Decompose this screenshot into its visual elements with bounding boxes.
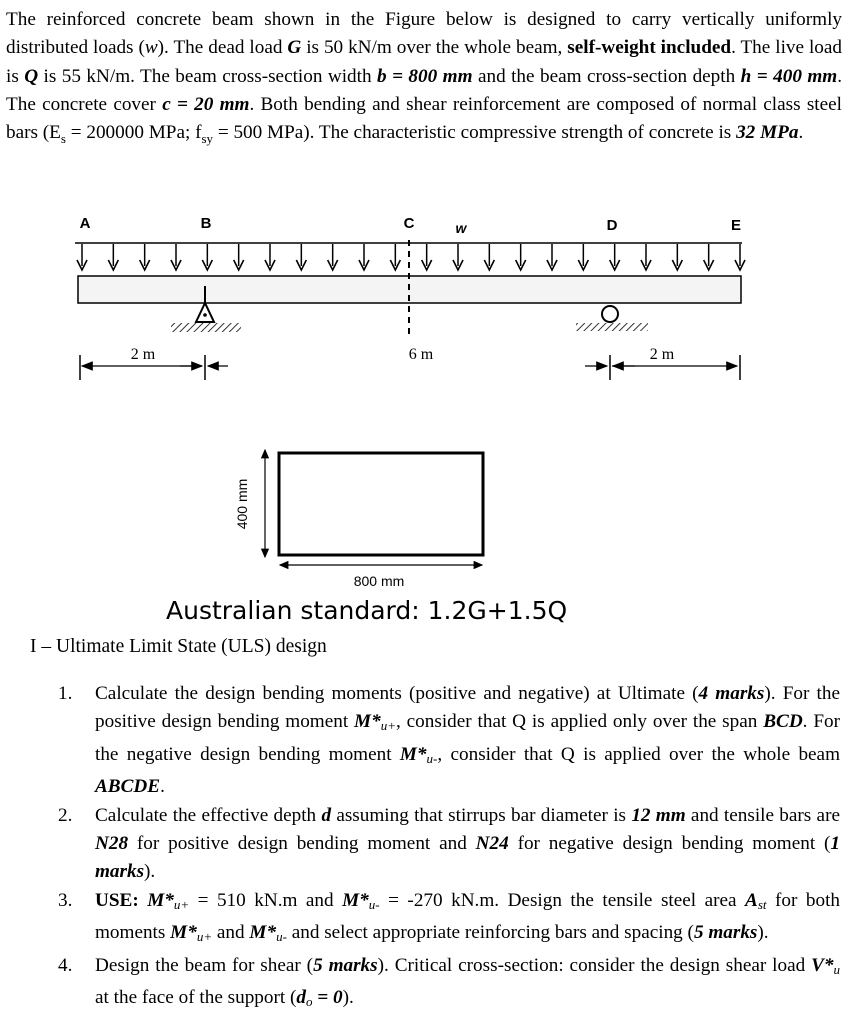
roller-support-d [576, 306, 648, 331]
question-text: = -270 kN.m. Design the tensile steel area [379, 889, 746, 911]
question-text: . For the negative design bending moment [95, 711, 840, 765]
point-label-e: E [730, 217, 742, 234]
question-text: = 510 kN.m and [189, 889, 343, 911]
subscript: u [833, 961, 840, 977]
distributed-load-arrows [77, 244, 745, 270]
shear-symbol: V* [811, 954, 834, 976]
steel-area-symbol: A [745, 889, 758, 911]
fsy-subscript: sy [201, 131, 214, 147]
point-label-b: B [200, 215, 212, 232]
question-text: at the face of the support ( [95, 987, 297, 1009]
question-text: Calculate the effective depth [95, 804, 322, 826]
span-bd-label: 6 m [408, 346, 434, 363]
question-3 [58, 887, 840, 952]
moment-symbol: M* [170, 922, 197, 944]
bar-n24: N24 [475, 833, 509, 855]
stirrup-diameter: 12 mm [631, 804, 686, 826]
d0-value: = 0 [312, 987, 343, 1009]
question-number: 2. [58, 804, 73, 826]
marks: 1 marks [95, 833, 840, 883]
question-text: ). For the positive design bending moment [95, 683, 840, 733]
intro-text: The reinforced concrete beam shown in the Figure below is designed to carry vertically uniformly distributed loads ( [6, 9, 842, 59]
question-text: ). Critical cross-section: consider the design shear load [377, 954, 812, 976]
question-text: for both moments [95, 889, 840, 944]
question-text: for negative design bending moment ( [508, 833, 831, 855]
problem-statement [6, 6, 842, 153]
subscript: u- [368, 896, 380, 912]
standard-title: Australian standard: 1.2G+1.5Q [166, 596, 568, 625]
subscript: o [305, 994, 313, 1010]
self-weight-note: self-weight included [567, 37, 732, 59]
moment-symbol: M* [147, 889, 174, 911]
span-ab-label: 2 m [130, 346, 156, 363]
beam-diagram [0, 200, 850, 390]
moment-symbol: M* [342, 889, 369, 911]
span-dimensions [80, 346, 740, 380]
intro-text: = 200000 MPa; f [65, 122, 202, 144]
beam-width-value: b = 800 mm [377, 65, 473, 87]
intro-text: . [798, 122, 804, 144]
use-label: USE: [95, 889, 148, 911]
beam-name: ABCDE [95, 776, 161, 798]
question-text: , consider that Q is applied only over the span [395, 711, 764, 733]
cover-value: c = 20 mm [162, 93, 250, 115]
question-text: Calculate the design bending moments (positive and negative) at Ultimate ( [95, 683, 699, 704]
question-text: assuming that stirrups bar diameter is [331, 804, 632, 826]
load-label-w: w [455, 220, 467, 236]
point-label-a: A [79, 215, 91, 232]
question-2 [58, 802, 840, 887]
cross-section-diagram [0, 440, 850, 590]
dead-load-symbol: G [287, 37, 302, 59]
intro-text: . The concrete cover [6, 65, 843, 115]
subscript: u+ [173, 896, 190, 912]
question-text: for positive design bending moment and [128, 833, 476, 855]
question-text: ). [144, 861, 156, 883]
question-text: ). [342, 987, 354, 1009]
marks: 5 marks [313, 954, 378, 976]
question-number: 4. [58, 954, 73, 976]
subscript: u- [276, 929, 287, 945]
question-text: . [160, 776, 165, 798]
intro-text: is 50 kN/m over the whole beam, [301, 37, 568, 59]
bar-n28: N28 [95, 833, 129, 855]
subscript: u+ [196, 929, 213, 945]
depth-symbol: d [321, 804, 332, 826]
question-text: ). [757, 922, 769, 944]
point-label-d: D [606, 217, 618, 234]
width-label: 800 mm [353, 573, 405, 589]
subscript: st [757, 896, 767, 912]
intro-text: ). The dead load [157, 37, 288, 59]
intro-text: . The live load is [6, 37, 842, 87]
question-text: Design the beam for shear ( [95, 954, 314, 976]
cross-section-rectangle [279, 453, 483, 555]
beam-depth-value: h = 400 mm [740, 65, 838, 87]
depth-label: 400 mm [234, 478, 250, 530]
question-text: and [212, 922, 250, 944]
intro-text: and the beam cross-section depth [472, 65, 741, 87]
moment-symbol: M* [399, 743, 427, 765]
question-1 [58, 680, 840, 802]
subscript: u+ [380, 718, 396, 734]
question-text: , consider that Q is applied over the whole beam [437, 743, 840, 765]
intro-text: is 55 kN/m. The beam cross-section width [38, 65, 378, 87]
marks: 4 marks [698, 683, 765, 704]
moment-symbol: M* [354, 711, 381, 733]
intro-text: = 500 MPa). The characteristic compressive strength of concrete is [213, 122, 737, 144]
question-number: 3. [58, 889, 73, 911]
concrete-strength-value: 32 MPa [736, 122, 799, 144]
marks: 5 marks [693, 922, 758, 944]
subscript: u- [426, 750, 438, 766]
d0-symbol: d [296, 987, 306, 1009]
question-number: 1. [58, 683, 73, 704]
question-text: and select appropriate reinforcing bars and spacing ( [286, 922, 694, 944]
load-symbol: w [144, 37, 158, 59]
live-load-symbol: Q [24, 65, 39, 87]
es-subscript: s [60, 131, 66, 147]
intro-text: . Both bending and shear reinforcement are composed of normal class steel bars (E [6, 93, 842, 144]
question-text: and tensile bars are [685, 804, 840, 826]
point-label-c: C [403, 215, 415, 232]
span-de-label: 2 m [649, 346, 675, 363]
span-name: BCD [763, 711, 803, 733]
question-list [58, 680, 840, 1016]
question-4 [58, 952, 840, 1017]
section-heading: I – Ultimate Limit State (ULS) design [30, 636, 327, 657]
moment-symbol: M* [249, 922, 277, 944]
